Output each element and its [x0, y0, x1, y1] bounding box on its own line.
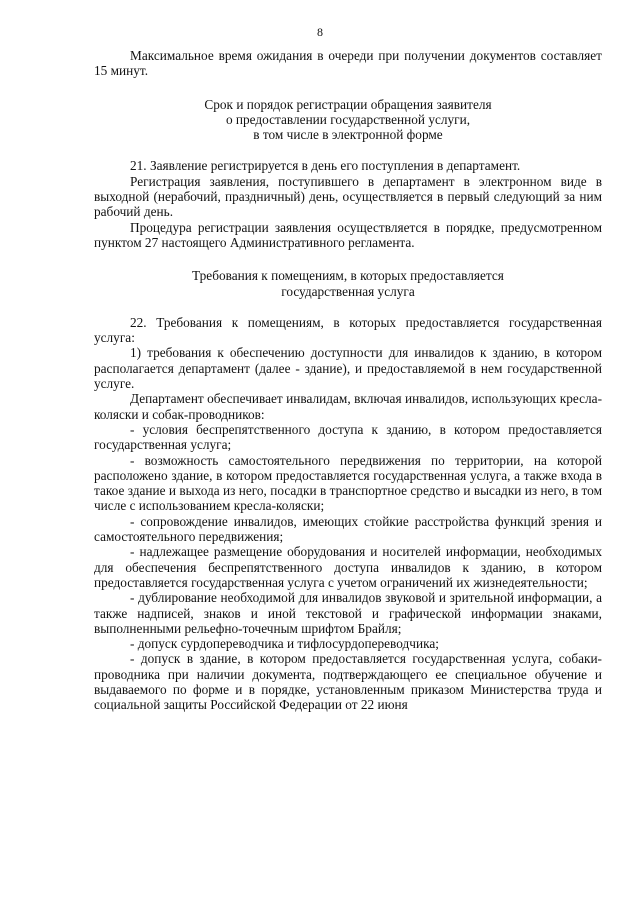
list-item: - сопровождение инвалидов, имеющих стойкие расстройства функций зрения и самостоятельного передвижения; [94, 513, 602, 545]
list-item: - дублирование необходимой для инвалидов звуковой и зрительной информации, а также надписей, знаков и иной текстовой и графической информации знаками, выполненными рельефно-точечным шрифтом Брайля; [94, 590, 602, 636]
heading-line: Срок и порядок регистрации обращения заявителя [204, 96, 492, 112]
page-content [94, 48, 602, 713]
paragraph: Департамент обеспечивает инвалидам, включая инвалидов, использующих кресла-коляски и собак-проводников: [94, 391, 602, 422]
heading-line: о предоставлении государственной услуги, [225, 111, 471, 127]
list-item: - допуск сурдопереводчика и тифлосурдопереводчика; [130, 636, 439, 652]
paragraph-22: 22. Требования к помещениям, в которых предоставляется государственная услуга: [94, 314, 602, 346]
heading-line: в том числе в электронной форме [253, 127, 443, 143]
heading-line: Требования к помещениям, в которых предоставляется [192, 268, 504, 284]
list-item: - условия беспрепятственного доступа к зданию, в котором предоставляется государственная услуга; [94, 421, 602, 453]
list-item: - допуск в здание, в котором предоставляется государственная услуга, собаки-проводника при наличии документа, подтверждающего ее специальное обучение и выдаваемого по форме и в порядке, установленным приказом Министерства труда и социальной защиты Российской Федерации от 22 июня [94, 651, 602, 713]
list-item: - надлежащее размещение оборудования и носителей информации, необходимых для обеспечения беспрепятственного доступа инвалидов к зданию, в котором предоставляется государственная услуга с учетом ограничений их жизнедеятельности; [94, 544, 602, 590]
section-heading-registration [94, 97, 602, 143]
paragraph: Регистрация заявления, поступившего в департамент в электронном виде в выходной (нерабочий, праздничный) день, осуществляется в первый следующий за ним рабочий день. [94, 173, 602, 220]
section-heading-premises [94, 268, 602, 299]
paragraph: 1) требования к обеспечению доступности для инвалидов к зданию, в котором располагается департамент (далее - здание), и предоставляемой в нем государственной услуге. [94, 345, 602, 392]
paragraph-wait-time: Максимальное время ожидания в очереди при получении документов составляет 15 минут. [94, 48, 602, 79]
list-item: - возможность самостоятельного передвижения по территории, на которой расположено здание, в котором предоставляется государственная услуга, а также входа в такое здание и выхода из него, посадки в транспортное средство и высадки из него, в том числе с использованием кресла-коляски; [94, 452, 602, 514]
heading-line: государственная услуга [281, 283, 415, 299]
page-number: 8 [317, 25, 323, 39]
paragraph-21: 21. Заявление регистрируется в день его поступления в департамент. [130, 158, 521, 174]
paragraph: Процедура регистрации заявления осуществляется в порядке, предусмотренном пунктом 27 настоящего Административного регламента. [94, 219, 602, 250]
